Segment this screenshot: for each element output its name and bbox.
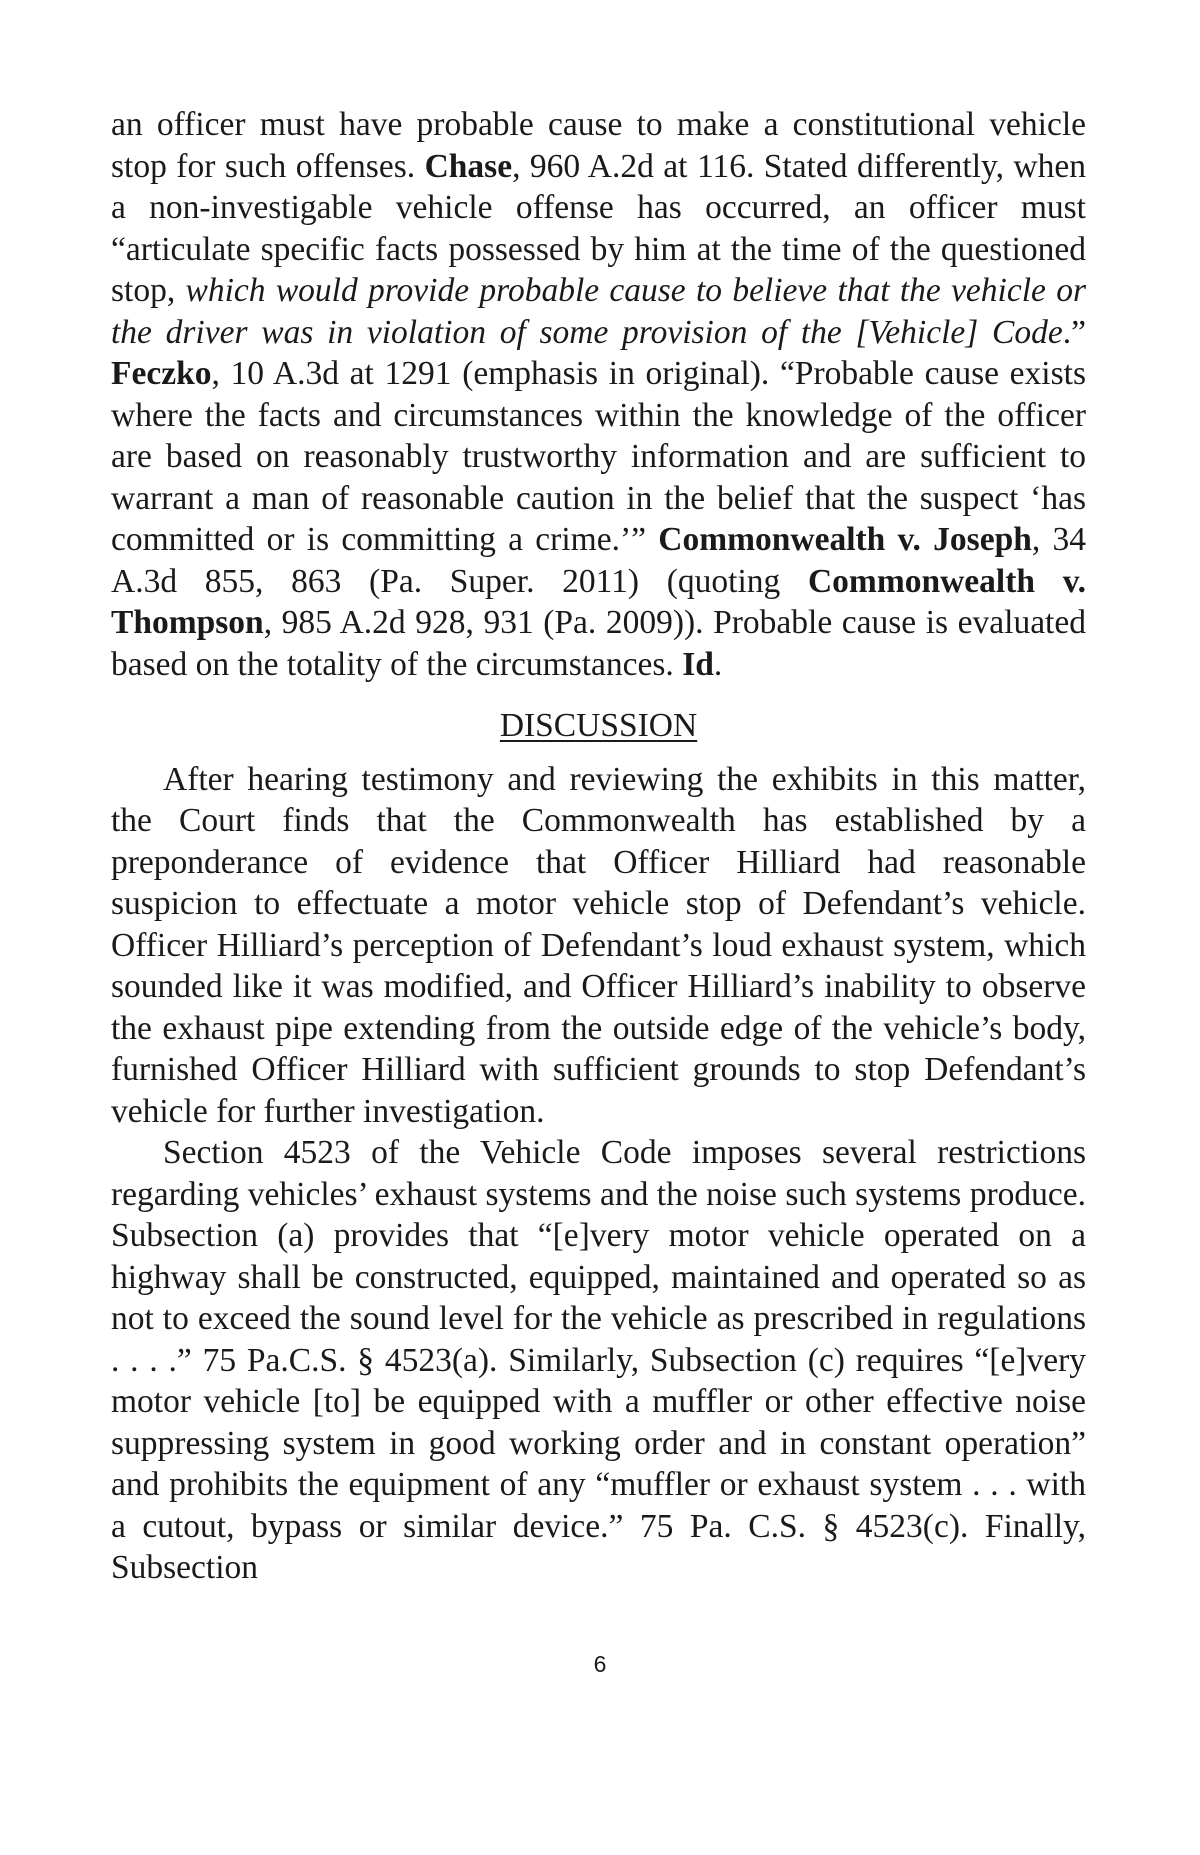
text-run: .”: [1062, 313, 1086, 351]
paragraph-section-4523: Section 4523 of the Vehicle Code imposes several restrictions regarding vehicles’ exhaust systems and the noise such systems produce. Subsection (a) provides that “[e]very motor vehicle operated on a highway shall be constructed, equipped, maintained and operated so as not to exceed the sound level for the vehicle as prescribed in regulations . . . .” 75 Pa.C.S. § 4523(a). Similarly, Subsection (c) requires “[e]very motor vehicle [to] be equipped with a muffler or other effective noise suppressing system in good working order and in constant operation” and prohibits the equipment of any “muffler or exhaust system . . . with a cutout, bypass or similar device.” 75 Pa. C.S. § 4523(c). Finally, Subsection: [111, 1134, 1086, 1586]
text-run: .: [713, 645, 723, 683]
text-run: , 34 A.3d 855, 863 (Pa. Super. 2011) (quoting: [111, 521, 1087, 600]
document-page: [111, 104, 1086, 1589]
case-citation-joseph: Commonwealth v. Joseph: [658, 521, 1032, 558]
paragraph-discussion: After hearing testimony and reviewing the exhibits in this matter, the Court finds that the Commonwealth has established by a preponderance of evidence that Officer Hilliard had reasonable suspicion to effectuate a motor vehicle stop of Defendant’s vehicle. Officer Hilliard’s perception of Defendant’s loud exhaust system, which sounded like it was modified, and Officer Hilliard’s inability to observe the exhaust pipe extending from the outside edge of the vehicle’s body, furnished Officer Hilliard with sufficient grounds to stop Defendant’s vehicle for further investigation.: [111, 760, 1086, 1130]
case-citation-chase: Chase: [424, 147, 513, 185]
section-heading-text: DISCUSSION: [499, 707, 698, 744]
page-number: 6: [593, 1651, 607, 1677]
case-citation-thompson: Commonwealth v. Thompson: [111, 562, 1086, 641]
case-citation-feczko: Feczko: [111, 355, 212, 392]
emphasized-quote: which would provide probable cause to believe that the vehicle or the driver was in violation of some provision of the [Vehicle] Code: [111, 272, 1086, 351]
section-heading: [111, 705, 1086, 747]
text-run: an officer must have probable cause to make a constitutional vehicle stop for such offenses.: [111, 106, 1086, 185]
text-run: , 960 A.2d at 116. Stated differently, when a non-investigable vehicle offense has occurred, an officer must “articulate specific facts possessed by him at the time of the questioned stop,: [111, 147, 1086, 309]
case-citation-id: Id: [682, 645, 714, 683]
text-run: , 985 A.2d 928, 931 (Pa. 2009)). Probable cause is evaluated based on the totality of the circumstances.: [111, 604, 1086, 683]
text-run: , 10 A.3d at 1291 (emphasis in original). “Probable cause exists where the facts and circumstances within the knowledge of the officer are based on reasonably trustworthy information and are sufficient to warrant a man of reasonable caution in the belief that the suspect ‘has committed or is committing a crime.’”: [111, 355, 1086, 558]
paragraph-probable-cause: [111, 104, 1086, 685]
